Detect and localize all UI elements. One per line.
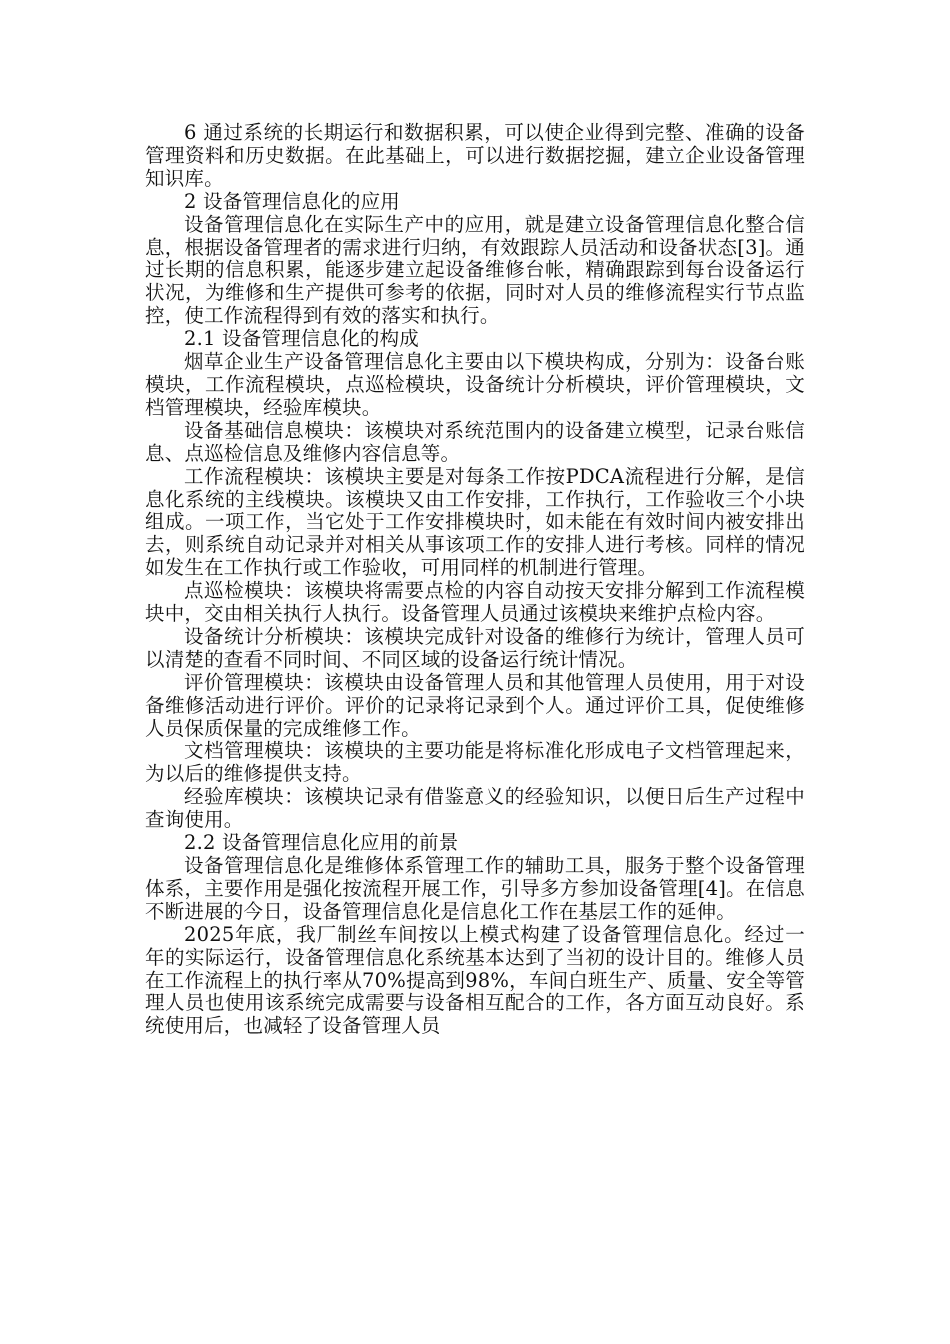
paragraph-prospect-intro: 设备管理信息化是维修体系管理工作的辅助工具，服务于整个设备管理体系，主要作用是强化按流程开展工作，引导多方参加设备管理[4]。在信息不断进展的今日，设备管理信息化是信息化工作在基层工作的延伸。 <box>145 854 805 923</box>
document-page <box>145 122 805 1038</box>
paragraph-application-intro: 设备管理信息化在实际生产中的应用，就是建立设备管理信息化整合信息，根据设备管理者的需求进行归纳，有效跟踪人员活动和设备状态[3]。通过长期的信息积累，能逐步建立起设备维修台帐，精确跟踪到每台设备运行状况，为维修和生产提供可参考的依据，同时对人员的维修流程实行节点监控，使工作流程得到有效的落实和执行。 <box>145 212 805 328</box>
paragraph-document-module: 文档管理模块：该模块的主要功能是将标准化形成电子文档管理起来，为以后的维修提供支持。 <box>145 739 805 786</box>
paragraph-inspection-module: 点巡检模块：该模块将需要点检的内容自动按天安排分解到工作流程模块中，交由相关执行人执行。设备管理人员通过该模块来维护点检内容。 <box>145 579 805 626</box>
paragraph-statistics-module: 设备统计分析模块：该模块完成针对设备的维修行为统计，管理人员可以清楚的查看不同时间、不同区域的设备运行统计情况。 <box>145 624 805 671</box>
section-heading-2: 2 设备管理信息化的应用 <box>184 189 401 213</box>
paragraph-workflow-module: 工作流程模块：该模块主要是对每条工作按PDCA流程进行分解，是信息化系统的主线模块。该模块又由工作安排，工作执行，工作验收三个小块组成。一项工作，当它处于工作安排模块时，如未能在有效时间内被安排出去，则系统自动记录并对相关从事该项工作的安排人进行考核。同样的情况如发生在工作执行或工作验收，可用同样的机制进行管理。 <box>145 464 805 580</box>
paragraph-basic-info-module: 设备基础信息模块：该模块对系统范围内的设备建立模型，记录台账信息、点巡检信息及维修内容信息等。 <box>145 418 805 465</box>
paragraph-prospect-results: 2025年底，我厂制丝车间按以上模式构建了设备管理信息化。经过一年的实际运行，设备管理信息化系统基本达到了当初的设计目的。维修人员在工作流程上的执行率从70%提高到98%，车间白班生产、质量、安全等管理人员也使用该系统完成需要与设备相互配合的工作，各方面互动良好。系统使用后，也减轻了设备管理人员 <box>145 922 805 1038</box>
paragraph-modules-overview: 烟草企业生产设备管理信息化主要由以下模块构成，分别为：设备台账模块，工作流程模块，点巡检模块，设备统计分析模块，评价管理模块，文档管理模块，经验库模块。 <box>145 350 805 419</box>
section-heading-2-2: 2.2 设备管理信息化应用的前景 <box>184 831 459 855</box>
paragraph-summary-6: 6 通过系统的长期运行和数据积累，可以使企业得到完整、准确的设备管理资料和历史数据。在此基础上，可以进行数据挖掘，建立企业设备管理知识库。 <box>145 121 805 190</box>
paragraph-experience-module: 经验库模块：该模块记录有借鉴意义的经验知识，以便日后生产过程中查询使用。 <box>145 785 805 832</box>
paragraph-evaluation-module: 评价管理模块：该模块由设备管理人员和其他管理人员使用，用于对设备维修活动进行评价。评价的记录将记录到个人。通过评价工具，促使维修人员保质保量的完成维修工作。 <box>145 670 805 740</box>
section-heading-2-1: 2.1 设备管理信息化的构成 <box>184 327 420 351</box>
